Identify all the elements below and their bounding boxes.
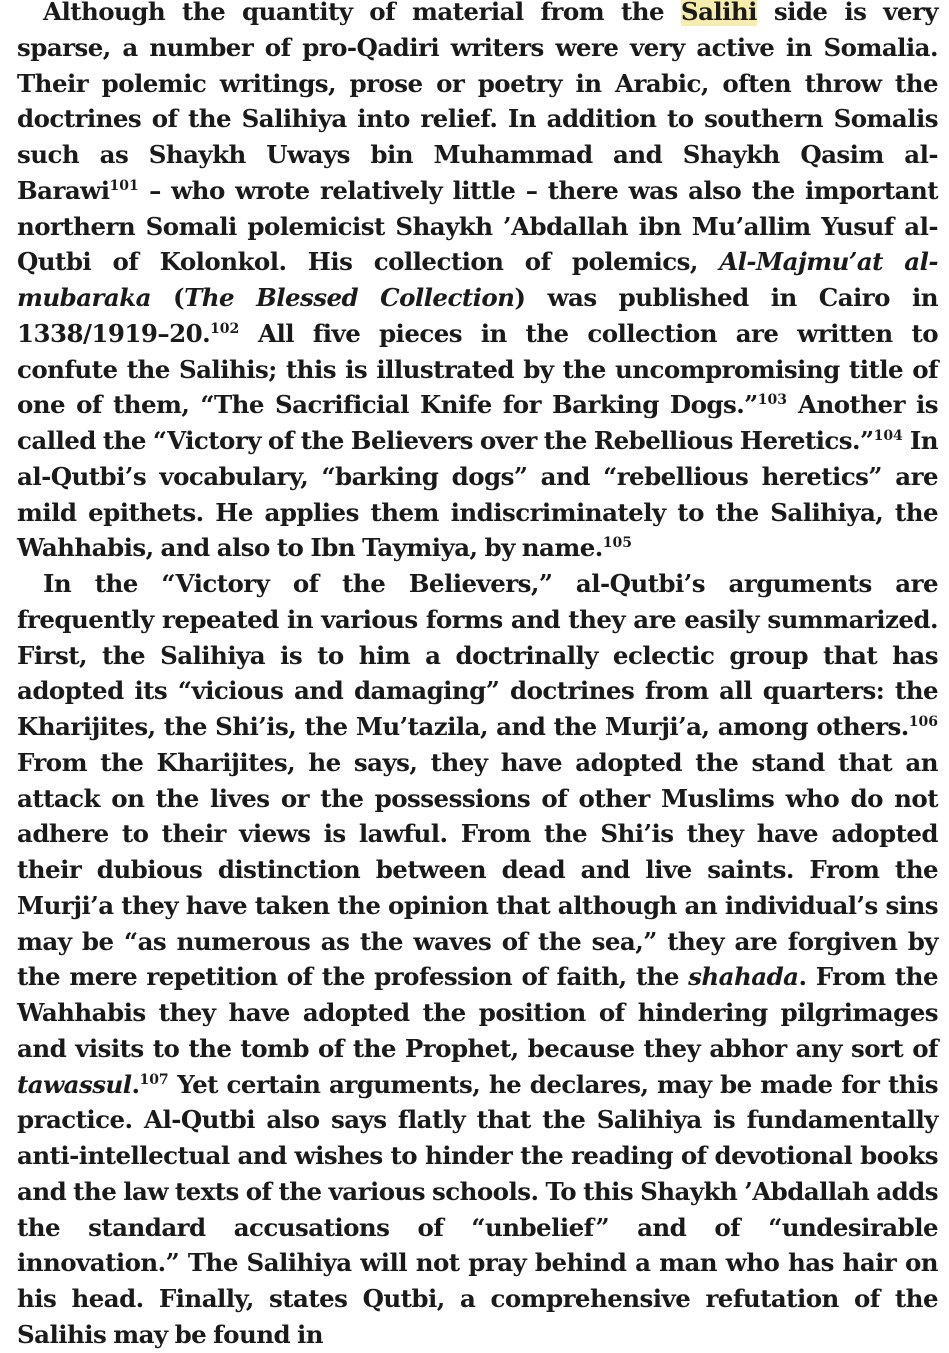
footnote-marker: 107: [139, 1071, 169, 1088]
text-run: From the Kharijites, he says, they have adopted the stand that an attack on the lives or the possessions of other Muslims who do not adhere to their views is lawful. From the Shi’is they have adopted their dubious distinction between dead and live saints. From the Murji’a they have taken the opinion that although an individual’s sins may be “as numerous as the waves of the sea,” they are forgiven by the mere repetition of the profession of faith, the: [17, 747, 938, 992]
italic-text: The Blessed Collection: [184, 283, 515, 312]
text-run: .: [131, 1069, 140, 1099]
italic-text: Al-Majmu’at al-mubaraka: [17, 247, 939, 312]
text-run: ) was published in Cairo in 1338/1919–20.: [17, 283, 938, 348]
text-run: Another is called the “Victory of the Believers over the Rebellious Heretics.”: [17, 390, 939, 455]
paragraph: [17, 566, 938, 1353]
text-run: – who wrote relatively little – there was also the important northern Somali polemicist Shaykh ’Abdallah ibn Mu’allim Yusuf al-Qutbi of Kolonkol. His collection of polemics,: [17, 175, 938, 277]
italic-text: shahada: [688, 962, 799, 992]
paragraph: [17, 0, 938, 566]
text-run: In the “Victory of the Believers,” al-Qutbi’s arguments are frequently repeated in various forms and they are easily summarized. First, the Salihiya is to him a doctrinally eclectic group that has adopted its “vicious and damaging” doctrines from all quarters: the Kharijites, the Shi’is, the Mu’tazila, and the Murji’a, among others.: [17, 569, 938, 741]
text-run: Although the quantity of material from the: [43, 0, 681, 26]
footnote-marker: 102: [210, 320, 240, 337]
text-run: All five pieces in the collection are written to confute the Salihis; this is illustrated by the uncompromising title of one of them, “The Sacrificial Knife for Barking Dogs.”: [17, 318, 938, 420]
text-run: side is very sparse, a number of pro-Qadiri writers were very active in Somalia. Their polemic writings, prose or poetry in Arabic, often throw the doctrines of the Salihiya into relief. In addition to southern Somalis such as Shaykh Uways bin Muhammad and Shaykh Qasim al-Barawi: [17, 0, 938, 205]
footnote-marker: 101: [109, 177, 139, 194]
text-run: In al-Qutbi’s vocabulary, “barking dogs” and “rebellious heretics” are mild epithets. He applies them indiscriminately to the Salihiya, the Wahhabis, and also to Ibn Taymiya, by name.: [17, 426, 938, 563]
footnote-marker: 104: [873, 427, 903, 444]
footnote-marker: 103: [757, 392, 787, 409]
highlighted-term: Salihi: [681, 0, 757, 26]
footnote-marker: 106: [908, 713, 938, 730]
text-run: . From the Wahhabis they have adopted the position of hindering pilgrimages and visits to the tomb of the Prophet, because they abhor any sort of: [17, 962, 938, 1063]
text-run: Yet certain arguments, he declares, may be made for this practice. Al-Qutbi also says flatly that the Salihiya is fundamentally anti-intellectual and wishes to hinder the reading of devotional books and the law texts of the various schools. To this Shaykh ’Abdallah adds the standard accusations of “unbelief” and of “undesirable innovation.” The Salihiya will not pray behind a man who has hair on his head. Finally, states Qutbi, a comprehensive refutation of the Salihis may be found in: [17, 1069, 938, 1349]
footnote-marker: 105: [602, 535, 632, 552]
text-run: (: [150, 283, 185, 312]
italic-text: tawassul: [17, 1069, 132, 1099]
